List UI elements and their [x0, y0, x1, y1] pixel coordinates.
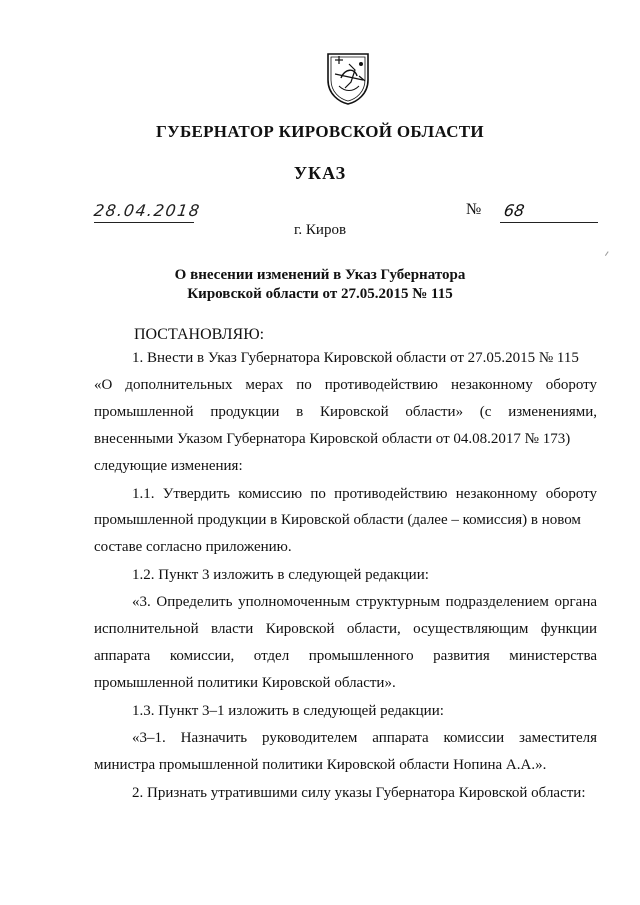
p12q-line-2: исполнительной власти Кировской области, осуществляющим функции: [94, 621, 597, 637]
p13q-line-2: министра промышленной политики Кировской области Нопина А.А.».: [94, 757, 547, 773]
p12-line: 1.2. Пункт 3 изложить в следующей редакции:: [132, 567, 429, 583]
p11-line-1: 1.1. Утвердить комиссию по противодействию незаконному обороту: [132, 486, 597, 502]
p1-line-2: «О дополнительных мерах по противодействию незаконному обороту: [94, 377, 597, 393]
p2-line: 2. Признать утратившими силу указы Губернатора Кировской области:: [132, 785, 586, 801]
number-handwritten: 68: [502, 201, 526, 220]
p11-line-3: составе согласно приложению.: [94, 539, 292, 555]
subject-line-2: Кировской области от 27.05.2015 № 115: [187, 286, 453, 302]
p13-line: 1.3. Пункт 3–1 изложить в следующей редакции:: [132, 703, 444, 719]
p1-line-1: 1. Внести в Указ Губернатора Кировской области от 27.05.2015 № 115: [132, 350, 579, 366]
subject-line-1: О внесении изменений в Указ Губернатора: [174, 267, 466, 283]
city: г. Киров: [293, 222, 347, 238]
kirov-coat-of-arms-icon: [325, 50, 371, 106]
document-date: [94, 201, 204, 220]
decree-word: ПОСТАНОВЛЯЮ:: [134, 326, 265, 343]
number-sign: №: [466, 201, 482, 218]
scan-mark: [605, 251, 611, 257]
p1-line-5: следующие изменения:: [94, 458, 243, 474]
p1-line-4: внесенными Указом Губернатора Кировской области от 04.08.2017 № 173): [94, 431, 571, 447]
document-type: УКАЗ: [293, 163, 347, 183]
p12q-line-4: промышленной политики Кировской области».: [94, 675, 396, 691]
p12q-line-3: аппарата комиссии, отдел промышленного развития министерства: [94, 648, 597, 664]
p12q-line-1: «3. Определить уполномоченным структурным подразделением органа: [132, 594, 597, 610]
p11-line-2: промышленной продукции в Кировской области (далее – комиссия) в новом: [94, 512, 581, 528]
issuing-authority: ГУБЕРНАТОР КИРОВСКОЙ ОБЛАСТИ: [156, 122, 484, 141]
p13q-line-1: «3–1. Назначить руководителем аппарата комиссии заместителя: [132, 730, 597, 746]
document-number: [466, 201, 606, 219]
p1-line-3: промышленной продукции в Кировской области» (с изменениями,: [94, 404, 597, 420]
date-handwritten: 28.04.2018: [92, 201, 202, 220]
